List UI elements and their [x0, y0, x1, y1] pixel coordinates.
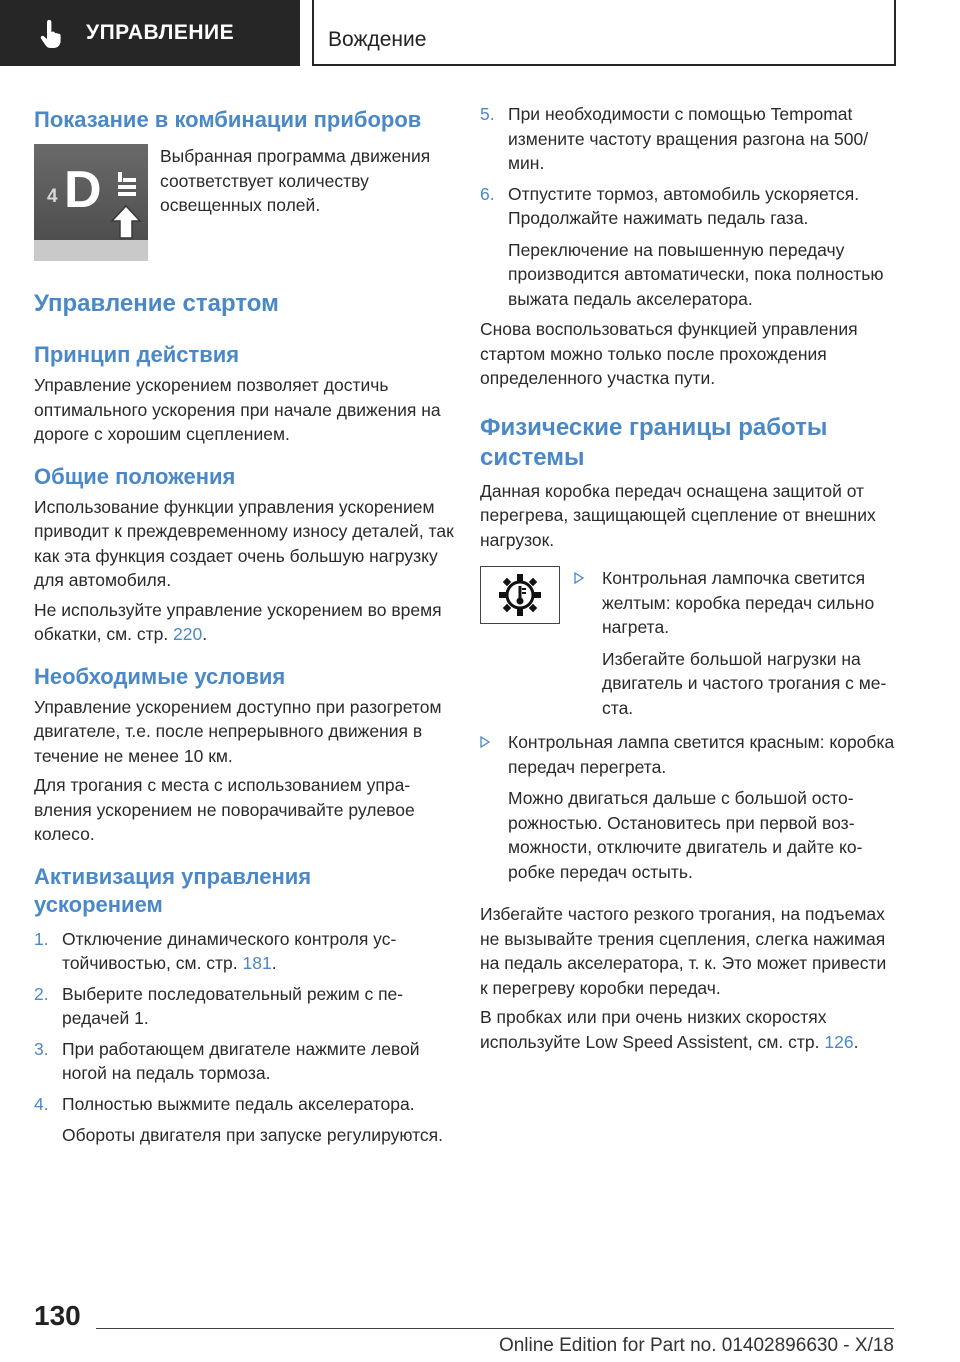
page-link-181[interactable]: 181	[242, 953, 272, 973]
left-column	[34, 96, 454, 1148]
conditions-text: Управление ускорением доступно при разогретом двигателе, т.е. после непрерывного движения в течение не менее 10 км.	[34, 696, 442, 766]
warning-yellow-block	[480, 566, 898, 720]
general-text-2: Не используйте управление ускорением во время обкатки, см. стр. 220.	[34, 599, 442, 644]
heading-launch-control: Управление стартом	[34, 290, 279, 317]
limits-text: Данная коробка передач оснащена защитой от перегрева, защищающей сцепление от внешних нагрузок.	[480, 480, 876, 550]
gear-large-indicator: D	[64, 161, 102, 219]
page-header	[0, 0, 960, 66]
gear-small-indicator: 4	[47, 186, 58, 207]
list-item: 3. При работающем двигателе нажмите левой ногой на педаль тормоза.	[34, 1038, 420, 1083]
bullet-yellow: Контрольная лампочка светится желтым: коробка передач сильно нагрета. Избегайте большой нагрузки на двигатель и частого трогания с места.	[574, 566, 898, 720]
traffic-jam-text: В пробках или при очень низких скоростях используйте Low Speed Assistent, см. стр. 126.	[480, 1007, 859, 1052]
heading-display: Показание в комбинации приборов	[34, 107, 422, 132]
display-text: Выбранная программа движения соответствует количеству освещенных полей.	[160, 146, 431, 215]
up-arrow-icon	[110, 204, 142, 240]
general-text: Использование функции управления ускорением приводит к преждевременному износу деталей, так как эта функция создает очень большую нагрузку для автомобиля.	[34, 496, 454, 590]
heading-general: Общие положения	[34, 463, 236, 489]
right-column	[480, 96, 898, 1054]
page-link-220[interactable]: 220	[173, 624, 203, 644]
bullet-red: Контрольная лампа светится красным: коробка передач перегрета. Можно двигаться дальше с большой осторожностью. Остановитесь при первой возможности, отключите двигатель и дайте коробке передач остыть.	[480, 730, 898, 884]
edition-note: Online Edition for Part no. 01402896630 - X/18	[498, 1335, 894, 1356]
heading-physical-limits: Физические границы работы системы	[480, 413, 828, 471]
principle-text: Управление ускорением позволяет достичь оптимального ускорения при начале движения на дороге с хорошим сцеплением.	[34, 375, 441, 444]
footer-divider	[96, 1328, 894, 1329]
section-tab	[0, 0, 300, 66]
list-item: 2. Выберите последовательный режим с передачей 1.	[34, 983, 404, 1028]
hand-pointer-icon	[38, 20, 64, 50]
chapter-tab	[312, 0, 896, 66]
section-label: УПРАВЛЕНИЕ	[86, 21, 235, 44]
reuse-text: Снова воспользоваться функцией управления стартом можно только после прохождения определенного участка пути.	[480, 319, 858, 388]
activation-steps-continued	[480, 102, 898, 311]
activation-steps	[34, 927, 454, 1148]
page-number: 130	[34, 1300, 81, 1331]
chapter-label: Вождение	[328, 28, 427, 51]
list-item: 4. Полностью выжмите педаль акселератора. Обороты двигателя при запуске регулируются.	[34, 1093, 444, 1145]
avoid-text: Избегайте частого резкого трогания, на подъемах не вызывайте трения сцепления, слегка нажимая на педаль акселератора, т. к. Это может привести к перегреву коробки передач.	[480, 904, 887, 998]
heading-principle: Принцип действия	[34, 342, 240, 367]
heading-conditions: Необходимые условия	[34, 663, 286, 689]
list-item: 1. Отключение динамического контроля устойчивостью, см. стр. 181.	[34, 928, 397, 973]
cluster-display-image	[34, 144, 148, 261]
heading-activation: Активизация управления ускорением	[34, 863, 312, 917]
triangle-bullet-icon	[574, 572, 584, 584]
page-link-126[interactable]: 126	[824, 1031, 854, 1052]
display-figure-row	[34, 144, 454, 261]
triangle-bullet-icon	[480, 736, 490, 748]
transmission-temperature-icon	[480, 566, 560, 624]
list-item: 5. При необходимости с помощью Tempomat измените частоту вращения разгона на 500/мин.	[480, 104, 869, 173]
list-item: 6. Отпустите тормоз, автомобиль ускоряется. Продолжайте нажимать педаль газа. Переключение на повышенную передачу производится автоматически, пока полностью выжата педаль акселератора.	[480, 183, 884, 309]
conditions-text-2: Для трогания с места с использованием управления ускорением не поворачивайте рулевое колесо.	[34, 775, 415, 844]
program-bars-icon	[118, 172, 136, 198]
